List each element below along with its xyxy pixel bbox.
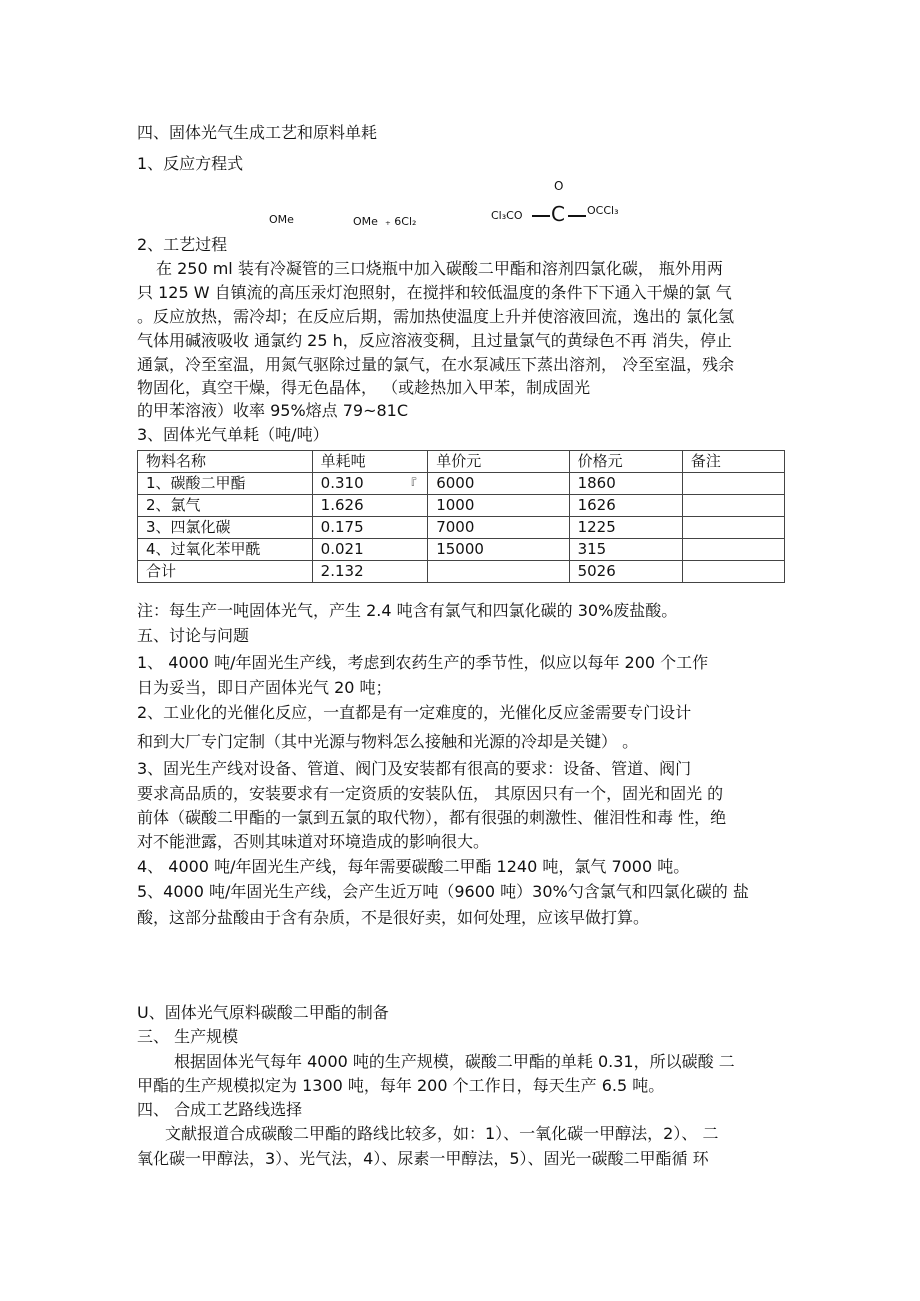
- route-heading: 四、 合成工艺路线选择: [137, 1100, 303, 1119]
- discussion-line-7: 前体（碳酸二甲酯的一氯到五氯的取代物），都有很强的刺激性、催泪性和毒 性，绝: [137, 808, 727, 827]
- equation-heading: 1、反应方程式: [137, 154, 244, 173]
- discussion-line-10: 5、4000 吨/年固光生产线，会产生近万吨（9600 吨）30%勺含氯气和四氯化碳的 盐: [137, 882, 749, 901]
- discussion-line-9: 4、 4000 吨/年固光生产线，每年需要碳酸二甲酯 1240 吨，氯气 7000 吨。: [137, 857, 690, 876]
- cell-consumption: 2.132: [312, 561, 428, 583]
- process-line-7: 的甲苯溶液）收率 95%熔点 79~81C: [137, 401, 409, 420]
- process-line-6: 物固化，真空干燥，得无色晶体， （或趁热加入甲苯，制成固光: [137, 378, 591, 397]
- cell-cost: 1860: [569, 473, 682, 495]
- eq-bond-right: [568, 215, 586, 217]
- discussion-line-4: 和到大厂专门定制（其中光源与物料怎么接触和光源的冷却是关键） 。: [137, 732, 639, 751]
- cell-price: 7000: [428, 517, 569, 539]
- scale-line-1: 根据固体光气每年 4000 吨的生产规模，碳酸二甲酯的单耗 0.31，所以碳酸 二: [174, 1052, 735, 1071]
- header-cost: 价格元: [569, 451, 682, 473]
- eq-plus-cl2: ₊ 6Cl₂: [385, 215, 417, 228]
- cell-cost: 1626: [569, 495, 682, 517]
- cell-remark: [682, 495, 784, 517]
- cell-material: 3、四氯化碳: [138, 517, 313, 539]
- header-unit-consumption: 单耗吨: [312, 451, 428, 473]
- discussion-line-2: 日为妥当，即日产固体光气 20 吨；: [137, 678, 392, 697]
- eq-ome-1: OMe: [269, 213, 294, 226]
- cell-cost: 5026: [569, 561, 682, 583]
- cell-cost: 1225: [569, 517, 682, 539]
- discussion-line-11: 酸，这部分盐酸由于含有杂质，不是很好卖，如何处理，应该早做打算。: [137, 908, 650, 927]
- header-unit-price: 单价元: [428, 451, 569, 473]
- discussion-line-6: 要求高品质的，安装要求有一定资质的安装队伍， 其原因只有一个，固光和固光 的: [137, 784, 724, 803]
- table-header-row: [138, 451, 785, 473]
- consumption-heading: 3、固体光气单耗（吨/吨）: [137, 425, 329, 444]
- eq-occl3: OCCl₃: [587, 204, 619, 217]
- cell-price: 1000: [428, 495, 569, 517]
- discussion-line-1: 1、 4000 吨/年固光生产线，考虑到农药生产的季节性，似应以每年 200 个工作: [137, 653, 709, 672]
- cell-consumption: 0.175: [312, 517, 428, 539]
- table-total-row: [138, 561, 785, 583]
- discussion-line-5: 3、固光生产线对设备、管道、阀门及安装都有很高的要求：设备、管道、阀门: [137, 759, 692, 778]
- stray-mark: 『: [404, 477, 417, 491]
- process-line-5: 通氯，冷至室温，用氮气驱除过量的氯气，在水泵减压下蒸出溶剂， 冷至室温，残余: [137, 355, 735, 374]
- consumption-table: [137, 450, 785, 583]
- scale-heading: 三、 生产规模: [137, 1027, 239, 1046]
- eq-ome-2: OMe: [353, 215, 378, 228]
- cell-material: 4、过氧化苯甲酰: [138, 539, 313, 561]
- route-line-2: 氧化碳一甲醇法，3）、光气法，4）、尿素一甲醇法，5）、固光一碳酸二甲酯循 环: [137, 1149, 709, 1168]
- table-row: [138, 539, 785, 561]
- cell-price: 15000: [428, 539, 569, 561]
- eq-cl3co: Cl₃CO: [491, 209, 523, 222]
- route-line-1: 文献报道合成碳酸二甲酯的路线比较多，如：1）、一氧化碳一甲醇法，2）、 二: [165, 1124, 719, 1143]
- table-note: 注：每生产一吨固体光气，产生 2.4 吨含有氯气和四氯化碳的 30%废盐酸。: [137, 601, 678, 620]
- section-4-title: 四、固体光气生成工艺和原料单耗: [137, 123, 378, 142]
- discussion-line-3: 2、工业化的光催化反应，一直都是有一定难度的，光催化反应釜需要专门设计: [137, 703, 692, 722]
- eq-o-top: O: [554, 179, 564, 193]
- header-material: 物料名称: [138, 451, 313, 473]
- cell-consumption: 1.626: [312, 495, 428, 517]
- table-row: [138, 517, 785, 539]
- table-row: [138, 495, 785, 517]
- cell-material: 1、碳酸二甲酯: [138, 473, 313, 495]
- cell-consumption: 0.021: [312, 539, 428, 561]
- cell-price: [428, 561, 569, 583]
- cell-price: 6000: [428, 473, 569, 495]
- discussion-line-8: 对不能泄露，否则其味道对环境造成的影响很大。: [137, 832, 490, 851]
- section-u-title: U、固体光气原料碳酸二甲酯的制备: [137, 1003, 389, 1022]
- eq-bond-left: [532, 215, 550, 217]
- process-line-3: 。反应放热，需冷却；在反应后期，需加热使温度上升并使溶液回流，逸出的 氯化氢: [137, 307, 735, 326]
- cell-remark: [682, 539, 784, 561]
- table-row: [138, 473, 785, 495]
- cell-material: 2、氯气: [138, 495, 313, 517]
- scale-line-2: 甲酯的生产规模拟定为 1300 吨，每年 200 个工作日，每天生产 6.5 吨。: [137, 1076, 665, 1095]
- eq-carbon: C: [551, 202, 565, 226]
- cell-remark: [682, 473, 784, 495]
- process-line-1: 在 250 ml 装有冷凝管的三口烧瓶中加入碳酸二甲酯和溶剂四氯化碳， 瓶外用两: [156, 259, 723, 278]
- header-remark: 备注: [682, 451, 784, 473]
- cell-remark: [682, 517, 784, 539]
- cell-remark: [682, 561, 784, 583]
- process-line-4: 气体用碱液吸收 通氯约 25 h，反应溶液变稠，且过量氯气的黄绿色不再 消失，停止: [137, 331, 732, 350]
- cell-consumption: 0.310 『: [312, 473, 428, 495]
- cell-cost: 315: [569, 539, 682, 561]
- cell-material: 合计: [138, 561, 313, 583]
- process-line-2: 只 125 W 自镇流的高压汞灯泡照射，在搅拌和较低温度的条件下下通入干燥的氯 气: [137, 283, 732, 302]
- section-5-title: 五、讨论与问题: [137, 626, 250, 645]
- process-heading: 2、工艺过程: [137, 235, 228, 254]
